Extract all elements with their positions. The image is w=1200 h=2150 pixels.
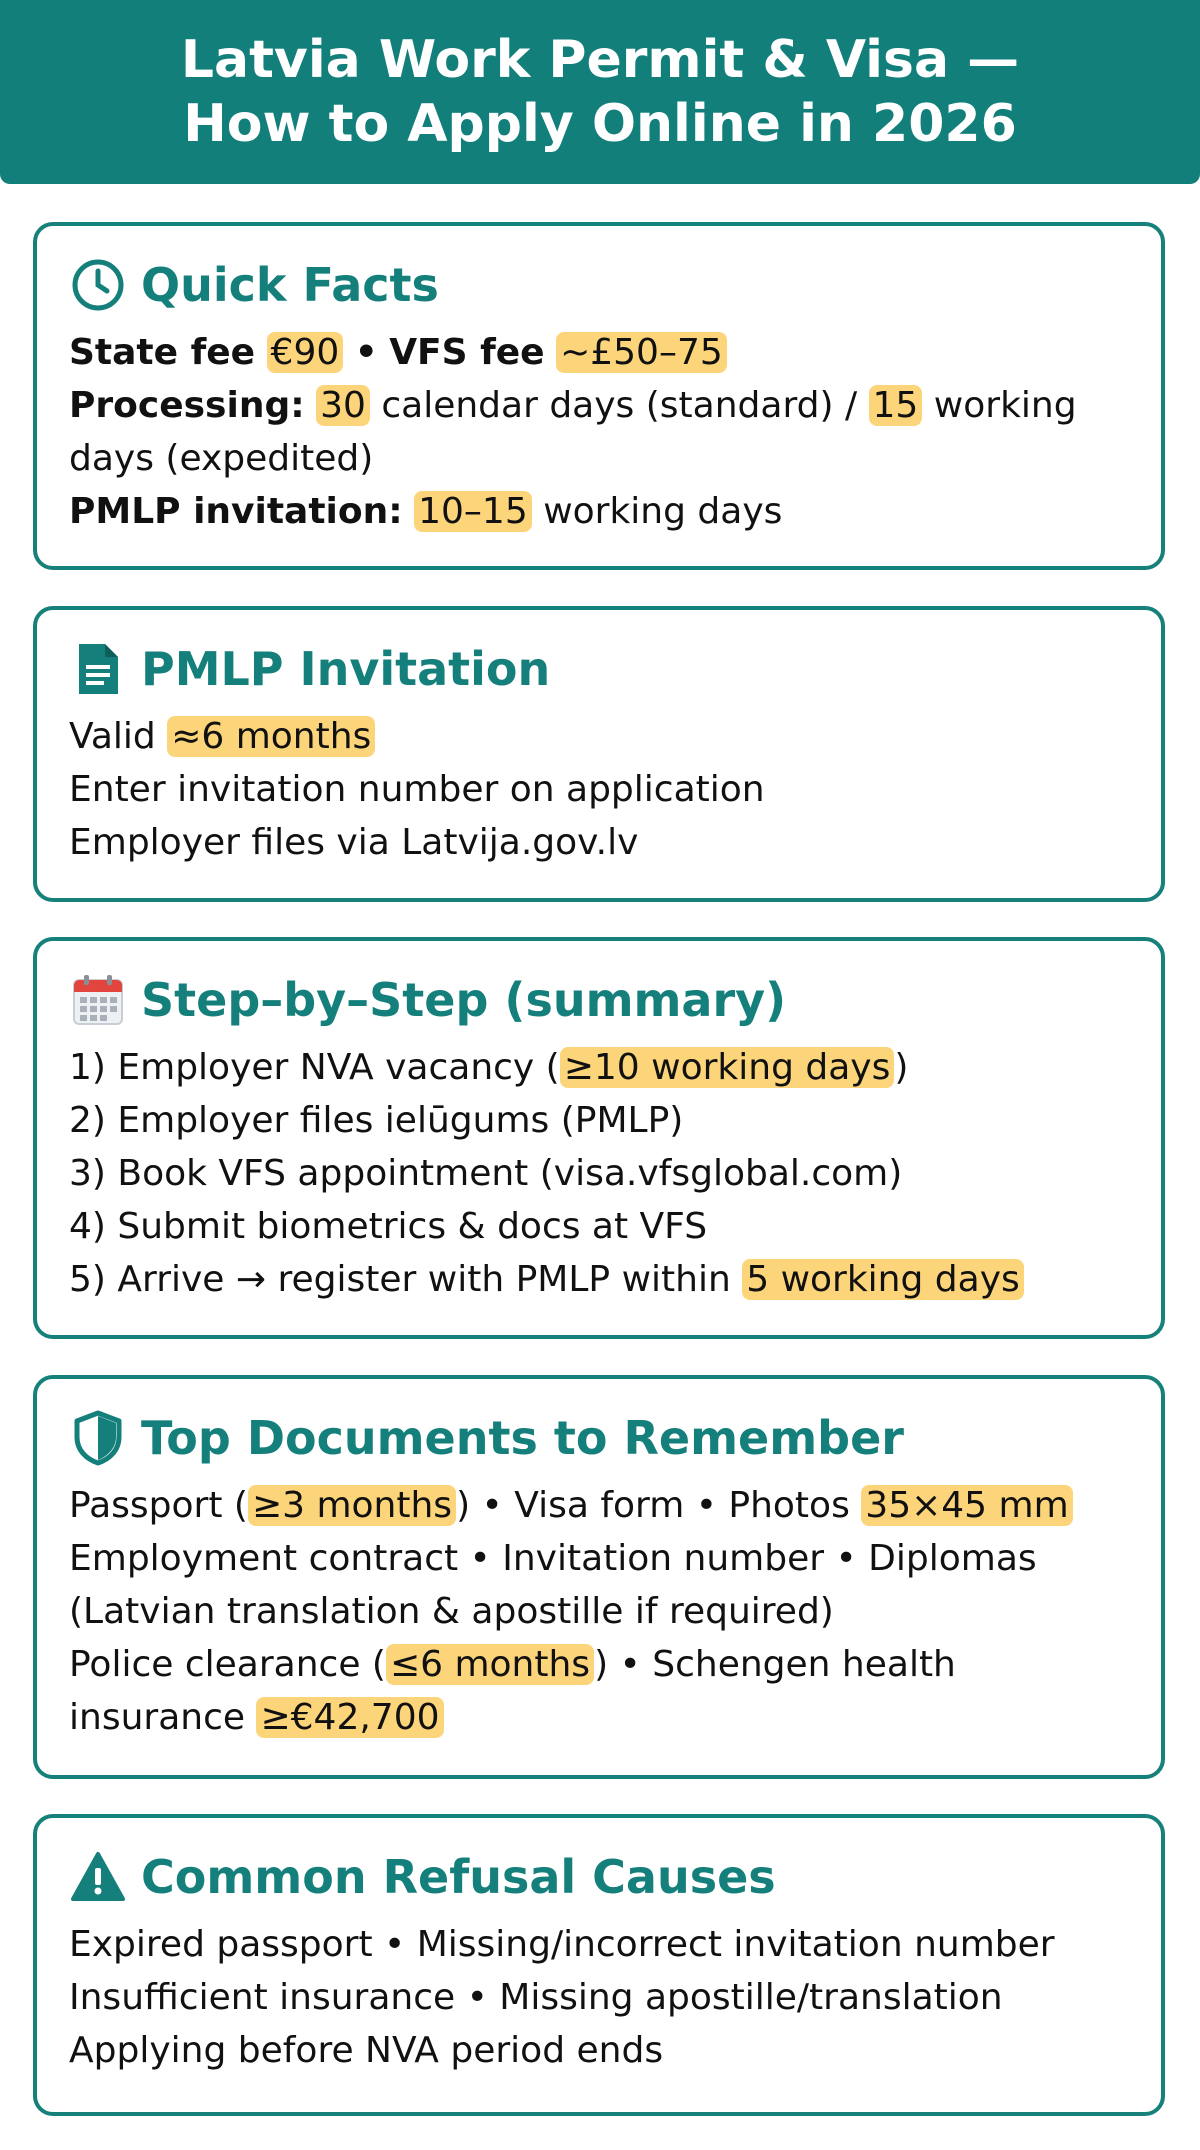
processing-standard-value: 30 (316, 385, 370, 426)
processing-line-continued: days (expedited) (69, 438, 374, 479)
step-1-value: ≥10 working days (560, 1047, 895, 1088)
police-line (69, 1638, 1129, 1691)
step-1-close: ) (894, 1047, 909, 1088)
refusal-line-1: Expired passport • Missing/incorrect invitation number (69, 1924, 1055, 1965)
processing-expedited-value: 15 (869, 385, 923, 426)
processing-standard-text: calendar days (standard) / (381, 385, 858, 426)
shield-icon (69, 1409, 127, 1467)
processing-line (69, 379, 1129, 432)
pmlp-invitation-card (33, 606, 1165, 902)
passport-text: Passport ( (69, 1485, 248, 1526)
invitation-label: PMLP invitation: (69, 491, 403, 532)
warning-icon (69, 1848, 127, 1906)
step-3: 3) Book VFS appointment (visa.vfsglobal.com) (69, 1153, 903, 1194)
passport-value: ≥3 months (248, 1485, 456, 1526)
refusal-line-3: Applying before NVA period ends (69, 2030, 664, 2071)
document-icon (69, 640, 127, 698)
vfs-fee-value: ~£50–75 (556, 332, 727, 373)
fees-line (69, 326, 1129, 379)
step-4: 4) Submit biometrics & docs at VFS (69, 1206, 708, 1247)
step-1-text: 1) Employer NVA vacancy ( (69, 1047, 560, 1088)
steps-card (33, 937, 1165, 1339)
refusal-heading (69, 1844, 1129, 1910)
valid-label: Valid (69, 716, 156, 757)
bullet-separator: • (354, 332, 378, 373)
step-5-text: 5) Arrive → register with PMLP within (69, 1259, 731, 1300)
step-5-value: 5 working days (742, 1259, 1024, 1300)
clock-icon (69, 256, 127, 314)
invitation-time-line (69, 485, 1129, 538)
photos-value: 35×45 mm (861, 1485, 1072, 1526)
documents-title: Top Documents to Remember (141, 1411, 904, 1465)
refusal-card (33, 1814, 1165, 2116)
page-header (0, 0, 1200, 184)
insurance-line (69, 1691, 1129, 1744)
step-1 (69, 1041, 1129, 1094)
invitation-number-line: Enter invitation number on application (69, 769, 765, 810)
police-close: ) • Schengen health (594, 1644, 956, 1685)
refusal-title: Common Refusal Causes (141, 1850, 776, 1904)
quick-facts-heading (69, 252, 1129, 318)
police-value: ≤6 months (386, 1644, 594, 1685)
employment-line: Employment contract • Invitation number • Diplomas (69, 1538, 1037, 1579)
documents-card (33, 1375, 1165, 1779)
insurance-value: ≥€42,700 (256, 1697, 443, 1738)
validity-line (69, 710, 1129, 763)
page-title-line-2: How to Apply Online in 2026 (183, 94, 1017, 154)
quick-facts-title: Quick Facts (141, 258, 439, 312)
quick-facts-card (33, 222, 1165, 570)
refusal-line-2: Insufficient insurance • Missing apostille/translation (69, 1977, 1003, 2018)
pmlp-invitation-heading (69, 636, 1129, 702)
police-text: Police clearance ( (69, 1644, 386, 1685)
processing-expedited-text: working (933, 385, 1077, 426)
state-fee-label: State fee (69, 332, 256, 373)
page-title-line-1: Latvia Work Permit & Visa — (180, 30, 1020, 90)
vfs-fee-label: VFS fee (389, 332, 545, 373)
documents-heading (69, 1405, 1129, 1471)
calendar-icon (69, 971, 127, 1029)
steps-title: Step–by–Step (summary) (141, 973, 787, 1027)
invitation-value: 10–15 (414, 491, 532, 532)
step-2: 2) Employer files ielūgums (PMLP) (69, 1100, 684, 1141)
insurance-text: insurance (69, 1697, 246, 1738)
steps-heading (69, 967, 1129, 1033)
translation-line: (Latvian translation & apostille if required) (69, 1591, 834, 1632)
pmlp-invitation-title: PMLP Invitation (141, 642, 551, 696)
valid-value: ≈6 months (167, 716, 375, 757)
state-fee-value: €90 (267, 332, 344, 373)
processing-label: Processing: (69, 385, 305, 426)
passport-close: ) • Visa form • Photos (456, 1485, 850, 1526)
invitation-text: working days (543, 491, 783, 532)
employer-files-line: Employer files via Latvija.gov.lv (69, 822, 639, 863)
passport-line (69, 1479, 1129, 1532)
step-5 (69, 1253, 1129, 1306)
